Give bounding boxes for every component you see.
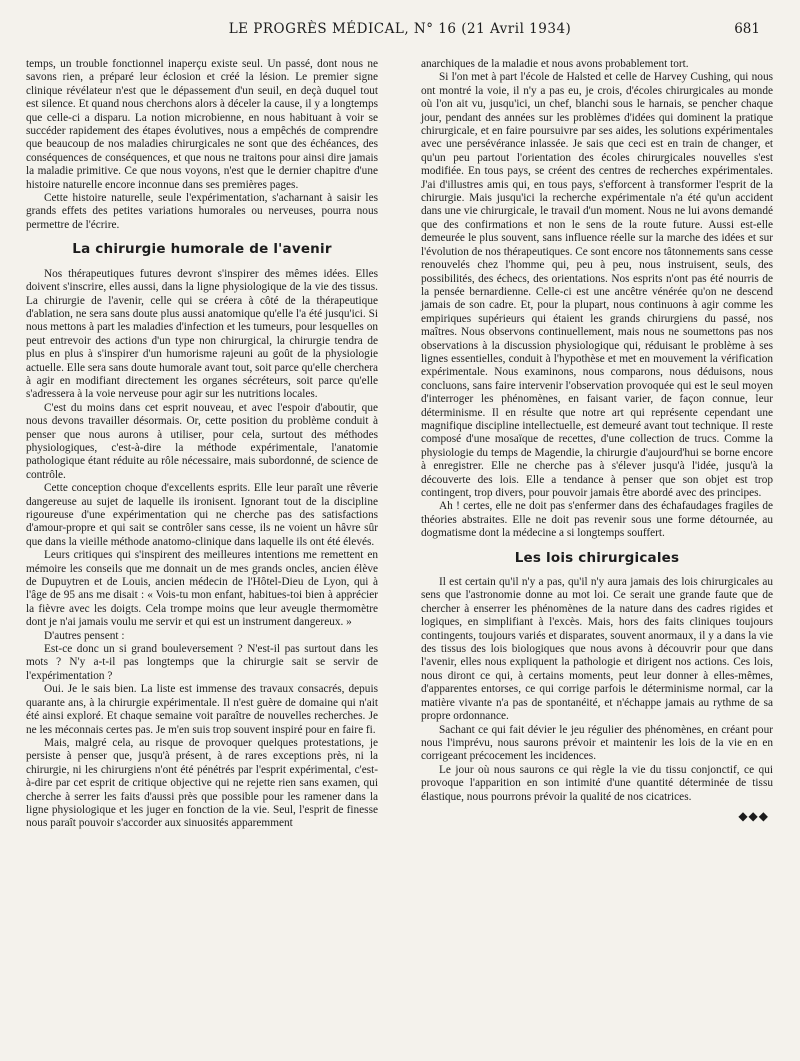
paragraph: Il est certain qu'il n'y a pas, qu'il n'y aura jamais des lois chirurgicales au sens que l'astronomie donne au mot loi. Ce serait une grande faute que de chercher à enserrer les phénomènes de la nature dans des cadres rigides et logiques, en simplifiant à l'excès. Mais, hors des faits cliniques toujours contingents, toujours variés et disparates, souvent anormaux, il y a dans la vie des tissus des lois biologiques que nous avons à découvrir pour que dans l'avenir, elles nous expliquent la pathologie et dirigent nos actions. Ces lois, nous diront ce qui, à certains moments, peut leur donner à elles-mêmes, d'apparentes entorses, ce qui corrige parfois le déterminisme normal, car la matière vivante n'a pas de spontanéité, et n'échappe jamais au rythme de sa propre ordonnance. [421, 576, 773, 723]
paragraph: Leurs critiques qui s'inspirent des meilleures intentions me remettent en mémoire les conseils que me donnait un de mes grands oncles, ancien élève de Dupuytren et de Louis, ancien médecin de l'Hôtel-Dieu de Lyon, qui à l'âge de 95 ans me disait : « Vois-tu mon enfant, habitues-toi bien à apprécier la fièvre avec les doigts. Cela trompe moins que leur aveugle thermomètre dont je n'ai jamais voulu me servir et qui est un instrument dangereux. » [26, 549, 378, 629]
right-column [421, 58, 773, 823]
paragraph: C'est du moins dans cet esprit nouveau, et avec l'espoir d'aboutir, que nous devons travailler désormais. Or, cette position du problème conduit à penser que nous aurons à utiliser, pour cela, surtout des méthodes physiologiques, c'est-à-dire la méthode expérimentale, l'anatomie pathologique étant réduite au rôle nécessaire, mais subordonné, de science de contrôle. [26, 401, 378, 481]
end-ornament-icon: ◆◆◆ [738, 808, 769, 823]
paragraph: Oui. Je le sais bien. La liste est immense des travaux consacrés, depuis quarante ans, à la chirurgie expérimentale. Il n'est guère de domaine qui n'ait été ainsi exploré. Et chaque semaine voit paraître de nouvelles recherches. Je ne les méconnais certes pas. Je m'en suis trop souvent inspiré pour en faire fi. [26, 683, 378, 736]
paragraph: Le jour où nous saurons ce qui règle la vie du tissu conjonctif, ce qui provoque l'apparition en son intimité d'une quantité déterminée de tissu élastique, nous pourrons prévoir la qualité de nos cicatrices. [421, 763, 773, 803]
journal-header-title: LE PROGRÈS MÉDICAL, N° 16 (21 Avril 1934) [228, 21, 572, 37]
paragraph: temps, un trouble fonctionnel inaperçu existe seul. Un passé, dont nous ne savons rien, a préparé leur éclosion et créé la lésion. Le premier signe clinique révélateur n'est que le dépassement d'un seuil, en deçà duquel tout est silence. Et quand nous cherchons alors à déceler la cause, il y a longtemps que celle-ci a disparu. La notion microbienne, en nous habituant à voir se succéder rapidement des étapes évolutives, nous a empêchés de comprendre que beaucoup de nos maladies chirurgicales ne sont que des échéances, des conséquences de conséquences, et que nous ne traitons pour ainsi dire jamais la maladie primitive. Ce que nous voyons, n'est que le dernier chapitre d'une histoire naturelle encore inconnue dans ses premières pages. [26, 58, 378, 191]
section-heading-chirurgie-humorale: La chirurgie humorale de l'avenir [72, 241, 332, 258]
paragraph: Est-ce donc un si grand bouleversement ? N'est-il pas surtout dans les mots ? N'y a-t-il pas longtemps que la chirurgie sait se servir de l'expérimentation ? [26, 643, 378, 682]
paragraph: Nos thérapeutiques futures devront s'inspirer des mêmes idées. Elles doivent s'inscrire, elles aussi, dans la ligne physiologique de la vie des tissus. La chirurgie de l'avenir, celle qui se créera à côté de la thérapeutique d'ablation, ne sera sans doute plus aussi anatomique qu'elle l'a été jusqu'ici. Si nous mettons à part les maladies d'infection et les tumeurs, pour lesquelles on peut entrevoir des actions d'un type non chirurgical, la chirurgie tendra de plus en plus à s'inspirer d'un humorisme rajeuni au goût de la physiologie actuelle. Elle sera sans doute humorale avant tout, soit parce qu'elle cherchera à agir en modifiant directement les organes sécréteurs, soit parce qu'elle s'adressera à la voie nerveuse pour agir sur les nutritions locales. [26, 267, 378, 401]
paragraph: D'autres pensent : [44, 629, 125, 642]
paragraph: Ah ! certes, elle ne doit pas s'enfermer dans des échafaudages fragiles de théories abstraites. Elle ne doit pas revenir sous une forme détournée, au dogmatisme dont la médecine a si longtemps souffert. [421, 500, 773, 540]
paragraph: Si l'on met à part l'école de Halsted et celle de Harvey Cushing, qui nous ont montré la voie, il n'y a pas eu, je crois, d'écoles chirurgicales au monde où l'on ait vu, jusqu'ici, un chef, blanchi sous le harnais, se pencher chaque jour, pendant des années sur les problèmes d'idées qui dominent la pratique chirurgicale, et en faire poursuivre par ses aides, les solutions expérimentales avec une persévérance inlassée. Je sais que ceci est en train de changer, et qu'un peu partout l'orientation des écoles chirurgicales nouvelles s'est modifiée. En tous pays, se créent des centres de recherches expérimentales. J'ai d'illustres amis qui, en tous pays, s'efforcent à transformer l'esprit de la chirurgie. Mais jusqu'ici la recherche expérimentale n'a été qu'un accident dans une vie chirurgicale, le travail d'un moment. Nous ne lui avons demandé que des confirmations et non le sens de la route future. Aussi est-elle demeurée le plus souvent, sans influence réelle sur la marche des idées et sur l'évolution de nos thérapeutiques. Ce sont encore nos tâtonnements sans cesse renouvelés chez l'homme qui, peu à peu, nous instruisent, seuls, des possibilités, des échecs, des orientations. Nos esprits n'ont pas été nourris de la pensée bernardienne. Celle-ci est une ancêtre vénérée qu'on ne descend jamais de son cadre. Et, pour la plupart, nous continuons à agir comme les empiriques supérieurs qui étaient les grands chirurgiens du passé, nos maîtres. Nous observons continuellement, mais nous ne soumettons pas nos observations à la discussion physiologique qui, réduisant le problème à ses lignes essentielles, conduit à l'hypothèse et met en mouvement la vérification expérimentale. Nous examinons, nous comparons, nous déduisons, nous concluons, sans faire intervenir l'observation provoquée qui est le seul moyen d'interroger les phénomènes, en faisant varier, de façon connue, leur déterminisme. Il en résulte que notre art qui représente cependant une magnifique discipline intellectuelle, est demeuré avant tout technique. Il reste composé d'une mosaïque de recettes, d'une collection de trucs. Comme la physiologie du temps de Magendie, la chirurgie d'aujourd'hui se borne encore à enregistrer. Elle ne cherche pas à s'élever jusqu'à l'idée, jusqu'à la découverte des lois. Elle a tendance à penser que son objet est trop contingent, trop divers, pour pouvoir jamais être abordé avec des principes. [421, 71, 773, 499]
paragraph: Sachant ce qui fait dévier le jeu régulier des phénomènes, en créant pour nous l'imprévu, nous saurons prévoir et maintenir les lois de la vie en en corrigeant précocement les incidences. [421, 723, 773, 763]
page-number: 681 [734, 21, 760, 37]
section-heading-lois-chirurgicales: Les lois chirurgicales [514, 549, 680, 566]
paragraph: Cette conception choque d'excellents esprits. Elle leur paraît une rêverie dangereuse au sujet de laquelle ils ironisent. Ignorant tout de la discipline rigoureuse d'une expérimentation qui ne cherche pas des satisfactions d'amour-propre et qui sait se contrôler sans cesse, ils ne voient un hâvre sûr que dans la vieille méthode anatomo-clinique dans laquelle ils ont été élevés. [26, 482, 378, 548]
paragraph: Mais, malgré cela, au risque de provoquer quelques protestations, je persiste à penser que, jusqu'à présent, à de rares exceptions près, ni la chirurgie, ni les chirurgiens n'ont été pénétrés par l'esprit expérimental, c'est-à-dire par cet esprit de critique objective qui ne rejette rien sans examen, qui cherche à serrer les faits d'aussi près que possible pour les ramener dans la ligne physiologique et les juger en fonction de la vie. Seul, l'esprit de finesse nous paraît pouvoir s'accorder aux sinuosités apparemment [26, 736, 378, 830]
left-column [26, 58, 378, 831]
paragraph: anarchiques de la maladie et nous avons probablement tort. [421, 58, 689, 70]
running-header [0, 21, 800, 41]
paragraph: Cette histoire naturelle, seule l'expérimentation, s'acharnant à saisir les grands effets des petites variations humorales ou nerveuses, pourra nous permettre de l'écrire. [26, 192, 378, 231]
